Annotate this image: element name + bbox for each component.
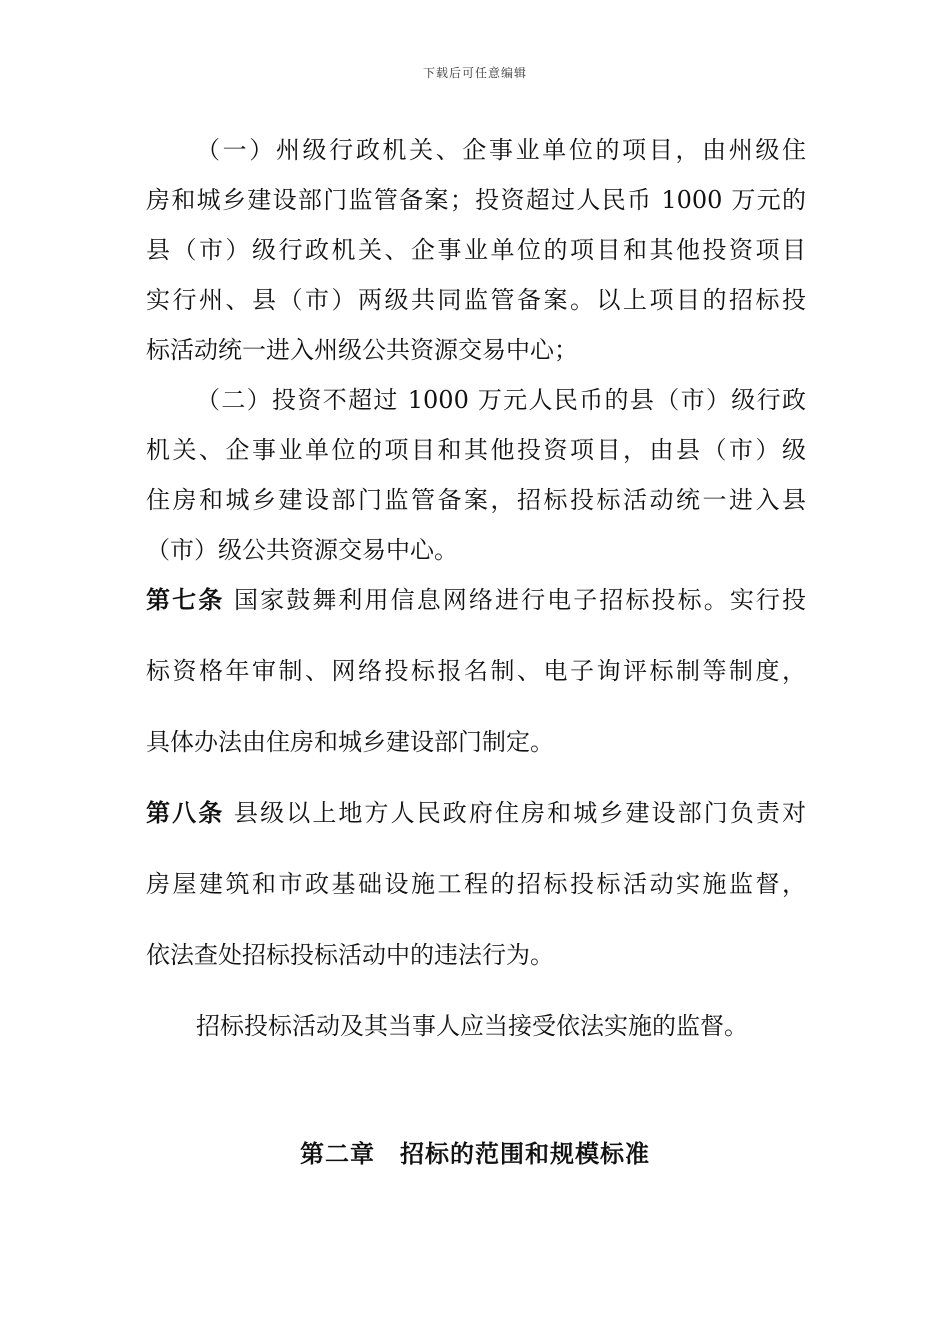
article-8-label: 第八条 <box>146 798 225 827</box>
page-header-note: 下载后可任意编辑 <box>422 66 527 80</box>
paragraph-2-line-1: （二）投资不超过 1000 万元人民币的县（市）级行政 <box>196 386 806 414</box>
article-7-line-1 <box>146 584 806 616</box>
article-8-text-1: 县级以上地方人民政府住房和城乡建设部门负责对 <box>234 799 807 827</box>
paragraph-1-line-1: （一）州级行政机关、企事业单位的项目，由州级住 <box>196 136 806 164</box>
supervision-paragraph: 招标投标活动及其当事人应当接受依法实施的监督。 <box>196 1012 748 1040</box>
article-7-line-3: 具体办法由住房和城乡建设部门制定。 <box>146 728 554 756</box>
article-7-line-2: 标资格年审制、网络投标报名制、电子询评标制等制度， <box>146 657 806 685</box>
paragraph-2-line-4: （市）级公共资源交易中心。 <box>146 536 458 564</box>
article-8-line-3: 依法查处招标投标活动中的违法行为。 <box>146 941 554 969</box>
paragraph-1-line-5: 标活动统一进入州级公共资源交易中心； <box>146 336 578 364</box>
paragraph-1-line-2: 房和城乡建设部门监管备案；投资超过人民币 1000 万元的 <box>146 186 806 214</box>
chapter-heading: 第二章 招标的范围和规模标准 <box>300 1139 650 1168</box>
paragraph-1-line-4: 实行州、县（市）两级共同监管备案。以上项目的招标投 <box>146 286 806 314</box>
paragraph-2-line-2: 机关、企事业单位的项目和其他投资项目，由县（市）级 <box>146 436 806 464</box>
article-7-label: 第七条 <box>146 585 225 614</box>
paragraph-2-line-3: 住房和城乡建设部门监管备案，招标投标活动统一进入县 <box>146 486 806 514</box>
article-7-text-1: 国家鼓舞利用信息网络进行电子招标投标。实行投 <box>234 586 807 614</box>
article-8-line-1 <box>146 797 806 829</box>
article-8-line-2: 房屋建筑和市政基础设施工程的招标投标活动实施监督， <box>146 870 806 898</box>
paragraph-1-line-3: 县（市）级行政机关、企事业单位的项目和其他投资项目 <box>146 236 806 264</box>
